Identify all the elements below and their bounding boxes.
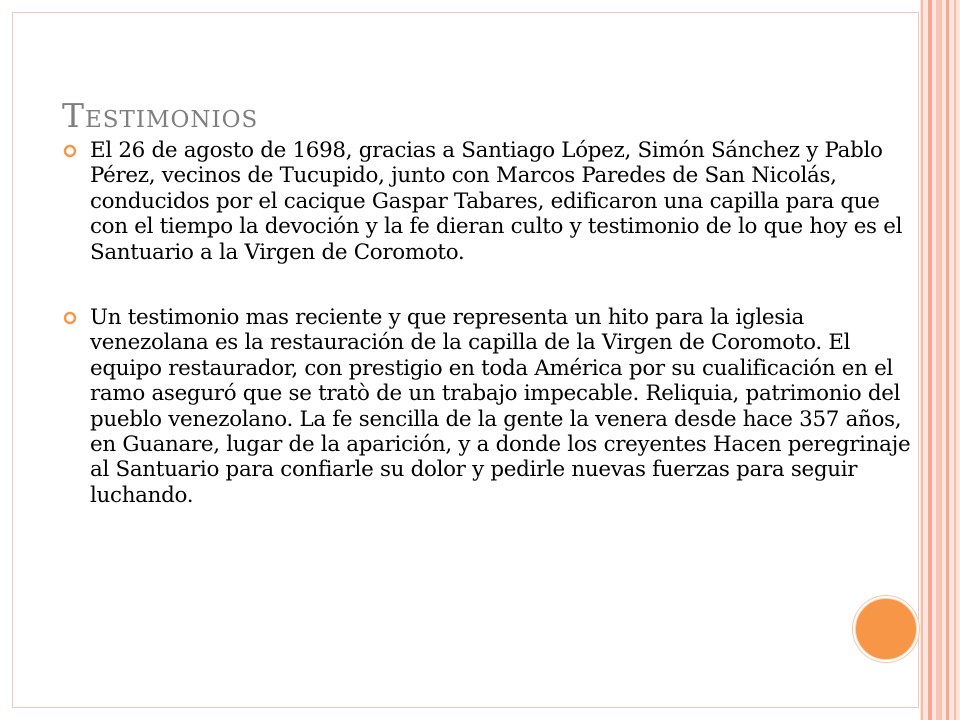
decorative-stripe bbox=[921, 0, 923, 720]
bullet-text: Un testimonio mas reciente y que representa un hito para la iglesia venezolana es la restauración de la capilla de la Virgen de Coromoto. El equipo restaurador, con prestigio en toda América por su cualificación en el ramo aseguró que se tratò de un trabajo impecable. Reliquia, patrimonio del pueblo venezolano. La fe sencilla de la gente la venera desde hace 357 años, en Guanare, lugar de la aparición, y a donde los creyentes Hacen peregrinaje al Santuario para confiarle su dolor y pedirle nuevas fuerzas para seguir luchando. bbox=[90, 305, 911, 508]
decorative-stripe bbox=[936, 0, 942, 720]
decorative-circle bbox=[855, 598, 917, 660]
decorative-stripe bbox=[946, 0, 949, 720]
decorative-stripe bbox=[928, 0, 932, 720]
decorative-stripe bbox=[954, 0, 956, 720]
slide-content bbox=[62, 138, 917, 548]
slide-title: Testimonios bbox=[62, 96, 259, 135]
ring-bullet-icon bbox=[62, 138, 90, 163]
ring-bullet-icon bbox=[62, 305, 90, 330]
bullet-item bbox=[62, 138, 917, 265]
bullet-text: El 26 de agosto de 1698, gracias a Santiago López, Simón Sánchez y Pablo Pérez, vecinos de Tucupido, junto con Marcos Paredes de San Nicolás, conducidos por el cacique Gaspar Tabares, edificaron una capilla para que con el tiempo la devoción y la fe dieran culto y testimonio de lo que hoy es el Santuario a la Virgen de Coromoto. bbox=[90, 138, 903, 265]
bullet-item bbox=[62, 305, 917, 508]
